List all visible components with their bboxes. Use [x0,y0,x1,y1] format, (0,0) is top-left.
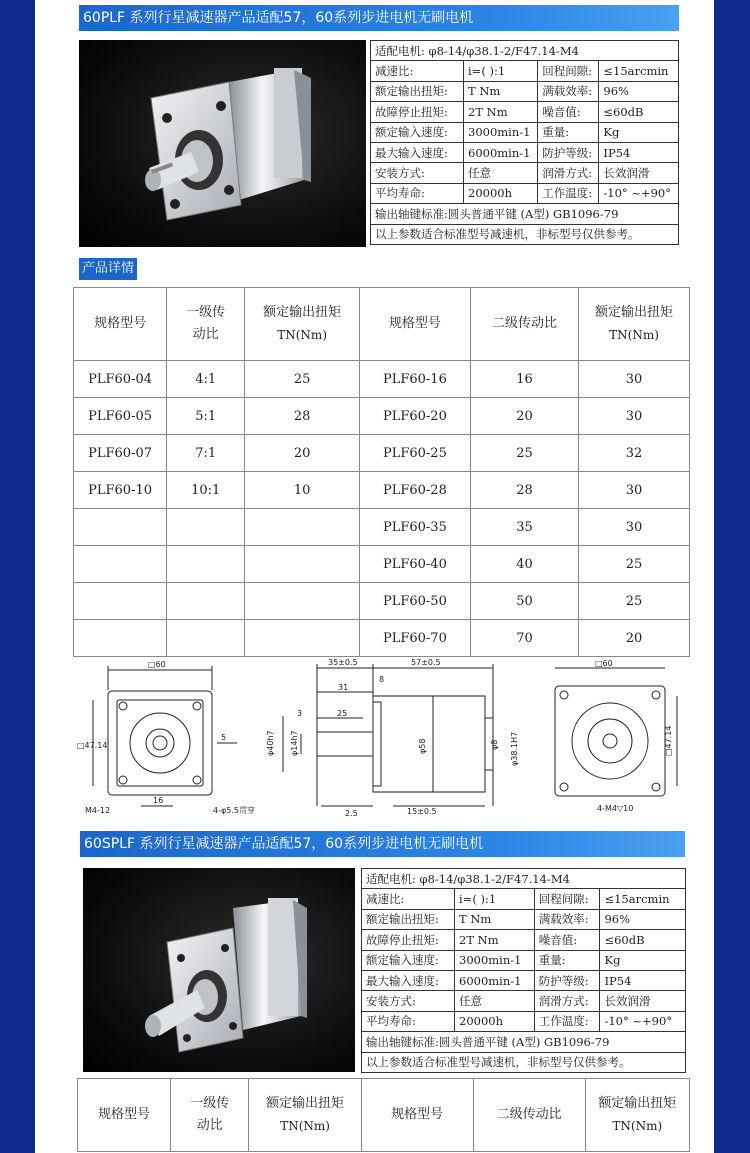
spec-value: T Nm [455,909,535,929]
dim-mid-58: φ58 [418,738,427,754]
spec-key: 故障停止扭矩: [371,102,464,122]
spec-key: 减速比: [362,889,455,909]
dim-mid-25: 25 [337,709,348,718]
dim-mid-57: 57±0.5 [411,658,441,667]
spec-value: 2T Nm [464,102,538,122]
cell: 30 [579,472,690,509]
col-torque-line2: TN(Nm) [280,1118,330,1133]
spec-value: -10° ~+90° [599,183,679,203]
spec-adapter-motor: 适配电机: φ8-14/φ38.1-2/F47.14-M4 [371,41,679,61]
spec-value: ≤60dB [600,930,686,950]
cell [74,620,167,657]
spec-key: 额定输出扭矩: [371,81,464,101]
spec-key: 故障停止扭矩: [362,930,455,950]
spec-value: 任意 [464,163,538,183]
col-torque2-line2: TN(Nm) [612,1118,663,1133]
spec-value: 任意 [455,991,535,1011]
section1-spec-table [370,40,679,245]
spec-key-standard: 输出轴键标准:圆头普通平键 (A型) GB1096-79 [371,204,679,224]
spec-value: i=( ):1 [455,889,535,909]
col-torque-line1: 额定输出扭矩 [266,1095,345,1111]
cell [74,509,167,546]
spec-key: 平均寿命: [371,183,464,203]
product-detail-tag: 产品详情 [79,258,137,280]
cell [167,546,245,583]
section1-banner [79,5,679,31]
cell: 20 [470,398,578,435]
cell [245,583,360,620]
spec-value: Kg [599,122,679,142]
spec-key: 最大输入速度: [362,970,455,990]
section2-product-photo [83,868,355,1072]
spec-key: 工作温度: [534,1011,600,1031]
spec-key-standard: 输出轴键标准:圆头普通平键 (A型) GB1096-79 [362,1032,686,1052]
cell: 30 [579,509,690,546]
left-border [0,0,35,1153]
dim-mid-3: 3 [297,709,303,718]
spec-key: 工作温度: [538,183,599,203]
dim-mid-40: φ40h7 [266,730,275,756]
spec-value: 20000h [455,1011,535,1031]
spec-key: 回程间隙: [538,61,599,81]
spec-value: 96% [599,81,679,101]
spec-key: 重量: [538,122,599,142]
cell [245,509,360,546]
spec-key: 回程间隙: [534,889,600,909]
spec-value: 长效润滑 [600,991,686,1011]
spec-key: 噪音值: [538,102,599,122]
cell: PLF60-16 [360,361,471,398]
col-model: 规格型号 [78,1079,171,1152]
col-torque [249,1079,361,1152]
table-row [74,583,690,620]
cell [74,546,167,583]
gearbox-illustration [79,40,366,247]
right-border [714,0,750,1153]
col-stage1-line1: 一级传 [190,1096,230,1111]
spec-key: 减速比: [371,61,464,81]
cell [167,583,245,620]
cell: 30 [579,398,690,435]
table-row [74,509,690,546]
col-stage2: 二级传动比 [470,288,578,361]
spec-value: ≤15arcmin [599,61,679,81]
cell: 30 [579,361,690,398]
cell: PLF60-40 [360,546,471,583]
cell: PLF60-07 [74,435,167,472]
spec-value: ≤15arcmin [600,889,686,909]
dim-right-width: □60 [595,659,613,668]
col-stage1 [167,288,245,361]
dim-left-key: 5 [221,733,227,742]
table-row [74,546,690,583]
col-stage1-line1: 一级传 [186,305,226,320]
cell: 16 [470,361,578,398]
spec-value: IP54 [599,142,679,162]
table-row [74,435,690,472]
spec-key: 最大输入速度: [371,142,464,162]
spec-value: 长效润滑 [599,163,679,183]
cell: 32 [579,435,690,472]
spec-value: 20000h [464,183,538,203]
cell: 25 [245,361,360,398]
dim-mid-15: 15±0.5 [407,807,437,816]
spec-key: 防护等级: [534,970,600,990]
col-torque2 [585,1079,689,1152]
cell: 10 [245,472,360,509]
spec-key: 额定输入速度: [362,950,455,970]
cell: 25 [470,435,578,472]
spec-value: -10° ~+90° [600,1011,686,1031]
col-torque [245,288,360,361]
dim-right-m4: 4-M4▽10 [597,804,634,813]
table-row [74,398,690,435]
spec-value: T Nm [464,81,538,101]
dim-mid-8b: φ8 [490,739,499,750]
cell: 7:1 [167,435,245,472]
cell: 25 [579,546,690,583]
cell: PLF60-20 [360,398,471,435]
col-torque2-line1: 额定输出扭矩 [595,304,674,320]
spec-key: 满载效率: [534,909,600,929]
section1-product-photo [79,40,366,247]
col-torque-line2: TN(Nm) [277,327,327,342]
cell: 25 [579,583,690,620]
col-torque-line1: 额定输出扭矩 [263,304,342,320]
col-stage2: 二级传动比 [473,1079,585,1152]
spec-value: i=( ):1 [464,61,538,81]
section1-ratio-table [73,287,690,657]
cell: 35 [470,509,578,546]
cell [245,546,360,583]
col-stage1-line2: 动比 [192,327,219,342]
spec-value: 96% [600,909,686,929]
cell: 5:1 [167,398,245,435]
spec-key: 平均寿命: [362,1011,455,1031]
col-torque2 [579,288,690,361]
spec-value: 3000min-1 [455,950,535,970]
cell: 20 [579,620,690,657]
spec-note: 以上参数适合标准型号减速机，非标型号仅供参考。 [362,1052,686,1072]
spec-key: 安装方式: [371,163,464,183]
spec-key: 额定输出扭矩: [362,909,455,929]
cell: PLF60-35 [360,509,471,546]
cell: 10:1 [167,472,245,509]
dim-right-height: □47.14 [664,725,673,756]
spec-key: 噪音值: [534,930,600,950]
dim-mid-8: 8 [379,675,385,684]
cell: 50 [470,583,578,620]
cell: PLF60-05 [74,398,167,435]
col-model2: 规格型号 [360,288,471,361]
spec-value: 2T Nm [455,930,535,950]
col-stage1 [171,1079,249,1152]
spec-value: ≤60dB [599,102,679,122]
cell: PLF60-70 [360,620,471,657]
dim-mid-381: φ38.1H7 [510,731,519,766]
spec-key: 防护等级: [538,142,599,162]
dim-mid-14: φ14h7 [290,730,299,756]
spec-key: 满载效率: [538,81,599,101]
cell [167,509,245,546]
cell: 40 [470,546,578,583]
col-torque2-line1: 额定输出扭矩 [598,1095,677,1111]
cell: PLF60-28 [360,472,471,509]
dim-mid-31: 31 [338,683,349,692]
dim-left-holes: 4-φ5.5贯穿 [213,806,255,815]
cell: PLF60-10 [74,472,167,509]
dimension-drawing [73,656,690,822]
section2-spec-table [361,868,686,1073]
cell: 4:1 [167,361,245,398]
col-torque2-line2: TN(Nm) [609,327,659,342]
dim-mid-35: 35±0.5 [328,658,358,667]
dim-left-height: □47.14 [77,741,108,750]
cell: 28 [245,398,360,435]
section2-ratio-table [77,1078,690,1152]
cell: PLF60-25 [360,435,471,472]
cell [74,583,167,620]
dim-left-m4: M4-12 [85,806,111,815]
cell [167,620,245,657]
cell: 70 [470,620,578,657]
section1-banner-text: 60PLF 系列行星减速器产品适配57，60系列步进电机无刷电机 [83,10,474,26]
cell [245,620,360,657]
dim-mid-25b: 2.5 [345,809,358,818]
spec-value: 6000min-1 [464,142,538,162]
col-stage1-line2: 动比 [196,1118,223,1133]
spec-value: Kg [600,950,686,970]
spec-value: IP54 [600,970,686,990]
spec-key: 安装方式: [362,991,455,1011]
section2-banner [80,831,685,857]
cell: 20 [245,435,360,472]
col-model2: 规格型号 [361,1079,473,1152]
cell: PLF60-50 [360,583,471,620]
section2-banner-text: 60SPLF 系列行星减速器产品适配57，60系列步进电机无刷电机 [84,836,484,852]
spec-note: 以上参数适合标准型号减速机，非标型号仅供参考。 [371,224,679,244]
table-row [74,361,690,398]
spec-key: 重量: [534,950,600,970]
spec-key: 润滑方式: [538,163,599,183]
spec-value: 6000min-1 [455,970,535,990]
table-row [74,472,690,509]
table-row [74,620,690,657]
col-model: 规格型号 [74,288,167,361]
spec-key: 润滑方式: [534,991,600,1011]
spec-value: 3000min-1 [464,122,538,142]
cell: 28 [470,472,578,509]
gearbox-illustration [83,868,355,1072]
spec-adapter-motor: 适配电机: φ8-14/φ38.1-2/F47.14-M4 [362,869,686,889]
dim-left-16: 16 [153,796,164,805]
cell: PLF60-04 [74,361,167,398]
spec-key: 额定输入速度: [371,122,464,142]
dim-left-width: □60 [148,660,166,669]
